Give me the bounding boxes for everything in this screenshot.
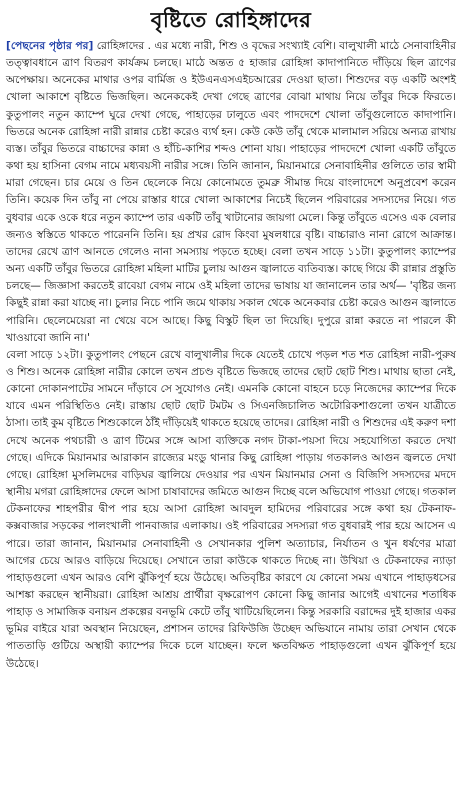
article-body — [6, 38, 456, 673]
paragraph-1 — [6, 38, 456, 347]
headline: বৃষ্টিতে রোহিঙ্গাদের — [150, 7, 312, 32]
continued-from-kicker: [পেছনের পৃষ্ঠার পর] — [6, 40, 94, 52]
paragraph-2: বেলা সাড়ে ১২টা। কুতুপালং পেছনে রেখে বালুখালীর দিকে যেতেই চোখে পড়ল শত শত রোহিঙ্গা নারী-পুরুষ ও শিশু। অনেক রোহিঙ্গা নারীর কোলে তখন প্রচণ্ড বৃষ্টিতে ভিজছে তাদের ছোট ছোট শিশু। মাথায় ছাতা নেই, কোনো দোকানপাটের সামনে দাঁড়াবে সে সুযোগও নেই। এমনকি কোনো বাহনে চড়ে নিজেদের ক্যাম্পের দিকে যাবে এমন পরিস্থিতিও নেই। রাস্তায় ছোট ছোট টমটম ও সিএনজিচালিত অটোরিকশাগুলো তখন যাত্রীতে ঠাসা। তাই কুম বৃষ্টিতে শিশুকোলে ঠাঁই দাঁড়িয়েই থাকতে হয়েছে তাদের। রোহিঙ্গা নারী ও শিশুদের এই করুণ দশা দেখে অনেক পথচারী ও ত্রাণ টিমের সঙ্গে আসা ব্যক্তিকে নগদ টাকা-পয়সা দিয়ে সহযোগিতা করতে দেখা গেছে। এদিকে মিয়ানমার আরাকান রাজ্যের মংডু থানার কিছু রোহিঙ্গা পাড়ায় গতকালও আগুন জ্বলতে দেখা গেছে। রোহিঙ্গা মুসলিমদের বাড়িঘর জ্বালিয়ে দেওয়ার পর এখন মিয়ানমার সেনা ও বিজিপি সদস্যদের মদদে স্থানীয় মগরা রোহিঙ্গাদের ফেলে আসা চাষাবাদের জমিতে আগুন দিচ্ছে বলে অভিযোগ পাওয়া গেছে। গতকাল টেকনাফের শাহপরীর দ্বীপ পার হয়ে আসা রোহিঙ্গা আবদুল হামিদের পরিবারের সঙ্গে কথা হয় টেকনাফ-কক্সবাজার সড়কের পালংখালী পানবাজার এলাকায়। ওই পরিবারের সদস্যরা গত বুধবারই পার হয়ে আসেন এ পারে। তারা জানান, মিয়ানমার সেনাবাহিনী ও সেখানকার পুলিশ অত্যাচার, নির্যাতন ও খুন ধর্ষণের মাত্রা আগের চেয়ে আরও বাড়িয়ে দিয়েছে। সেখানে তারা কাউকে থাকতে দিচ্ছে না। উখিয়া ও টেকনাফের ন্যাড়া পাহাড়গুলো এখন আরও বেশি ঝুঁকিপূর্ণ হয়ে উঠেছে। অতিবৃষ্টির কারণে যে কোনো সময় এখানে পাহাড়ধসের আশঙ্কা করছেন স্থানীয়রা। রোহিঙ্গা আশ্রয় প্রার্থীরা বৃক্ষরোপণ কোনো কিছু জানার আগেই এখানের শতাধিক পাহাড় ও সামাজিক বনায়ন প্রকল্পের বনভূমি কেটে তাঁবু খাটিয়েছিলেন। কিন্তু সরকারি বরাদ্দের দুই হাজার একর ভূমির বাইরে যারা অবস্থান নিয়েছেন, প্রশাসন তাদের রিফিউজি উচ্ছেদ অভিযানে নামায় তারা সেখান থেকে পাততাড়ি গুটিয়ে অস্থায়ী ক্যাম্পের দিকে চলে যাচ্ছেন। ফলে ক্ষতবিক্ষত পাহাড়গুলো এখন ঝুঁকিপূর্ণ হয়ে উঠেছে। — [6, 348, 456, 670]
paragraph-1-text: রোহিঙ্গাদের . এর মধ্যে নারী, শিশু ও বৃদ্ধের সংখ্যাই বেশি। বালুখালী মাঠে সেনাবাহিনীর তত্ত্বাবধানে ত্রাণ বিতরণ কার্যক্রম চলছে। মাঠে অন্তত ৫ হাজার রোহিঙ্গা কাদাপানিতে দাঁড়িয়ে ছিল ত্রাণের অপেক্ষায়। অনেকের মাথার ওপর বার্মিজ ও ইউএনএসএইচআরের দেওয়া ছাতা। শিশুদের বড় একটি অংশই খোলা আকাশে বৃষ্টিতে ভিজছিল। অনেককেই দেখা গেছে ত্রাণের বোঝা মাথায় নিয়ে তাঁবুর দিকে ফিরতে। কুতুপালং নতুন ক্যাম্পে ঘুরে দেখা গেছে, পাহাড়ের ঢালুতে এবং পাদদেশে খোলা তাঁবুগুলোতে কাদাপানি। ভিতরে অনেক রোহিঙ্গা নারী রান্নার চেষ্টা করেও ব্যর্থ হন। কেউ কেউ তাঁবু থেকে মালামাল সরিয়ে অন্যত্র রাখায় ব্যস্ত। তাঁবুর ভিতরে বাচ্চাদের কান্না ও হাঁচি-কাশির শব্দও শোনা যায়। পাহাড়ের পাদদেশে খোলা একটি তাঁবুতে কথা হয় হাসিনা বেগম নামে মধ্যবয়সী নারীর সঙ্গে। তিনি জানান, মিয়ানমারে সেনাবাহিনীর গুলিতে তার স্বামী মারা গেছেন। চার মেয়ে ও তিন ছেলেকে নিয়ে কোনোমতে তুমব্রু সীমান্ত দিয়ে বাংলাদেশে অনুপ্রবেশ করেন তিনি। কয়েক দিন তাঁবু না পেয়ে রাস্তার ধারে খোলা আকাশের নিচেই ছিলেন পরিবারের সদস্যদের নিয়ে। গত বুধবার একে ওকে ধরে নতুন ক্যাম্পে তার একটি তাঁবু খাটানোর জায়গা মেলে। কিন্তু তাঁবুতে এসেও এক বেলার জন্যও স্বস্তিতে থাকতে পারেননি তিনি। হয় প্রখর রোদ কিংবা মুষলধারে বৃষ্টি। বাচ্চারাও নানা রোগে আক্রান্ত। তাদের রেখে ত্রাণ আনতে গেলেও নানা সমস্যায় পড়তে হচ্ছে। বেলা তখন সাড়ে ১১টা। কুতুপালং ক্যাম্পের অন্য একটি তাঁবুর ভিতরে রোহিঙ্গা মহিলা মাটির চুলায় আগুন জ্বালাতে ব্যতিব্যস্ত। কাছে গিয়ে কী রান্নার প্রস্তুতি চলছে— জিজ্ঞাসা করতেই রাবেয়া বেগম নামে ওই মহিলা তাদের ভাষায় যা জানালেন তার অর্থ— 'বৃষ্টির জন্য কিছুই রান্না করা যাচ্ছে না। চুলার নিচে পানি জমে থাকায় সকাল থেকে অনেকবার চেষ্টা করেও আগুন জ্বালাতে পারিনি। ছেলেমেয়েরা না খেয়ে বসে আছে। কিছু বিস্কুট ছিল তা দিয়েছি। দুপুরে রান্না করতে না পারলে কী খাওয়াবো জানি না।' — [6, 40, 456, 344]
